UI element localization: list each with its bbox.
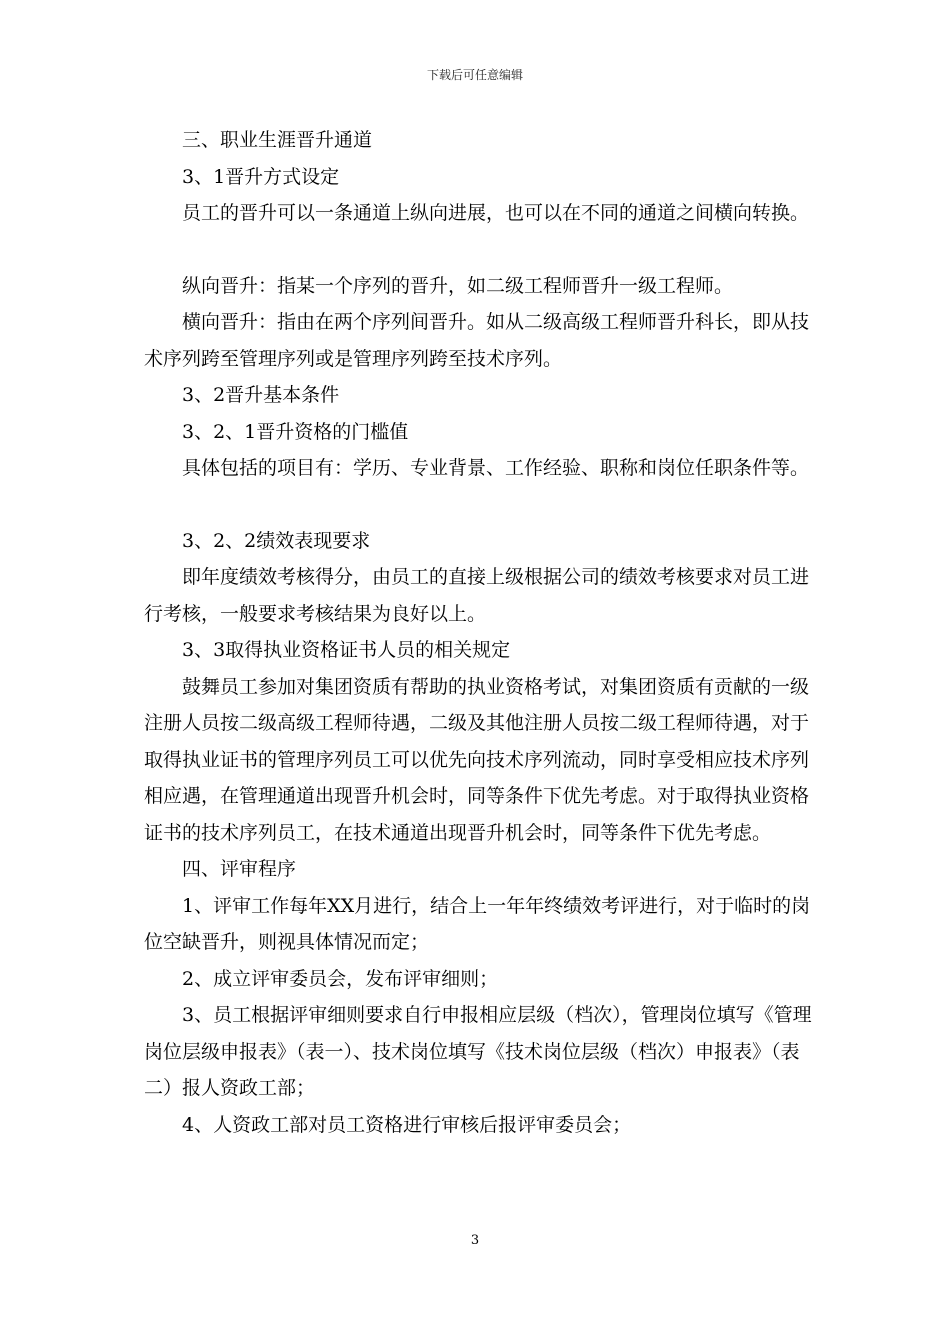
section-heading-3: 三、职业生涯晋升通道 bbox=[182, 129, 373, 151]
subsection-heading-3-2-2: 3、2、2绩效表现要求 bbox=[182, 529, 371, 552]
subsection-heading-3-2: 3、2晋升基本条件 bbox=[182, 384, 340, 406]
page-number: 3 bbox=[470, 1233, 480, 1248]
list-item-review-1: 1、评审工作每年XX月进行，结合上一年年终绩效考评进行，对于临时的岗位空缺晋升，则视具体情况而定； bbox=[144, 894, 811, 953]
list-item-review-4: 4、人资政工部对员工资格进行审核后报评审委员会； bbox=[182, 1113, 632, 1136]
subsection-heading-3-3: 3、3取得执业资格证书人员的相关规定 bbox=[182, 639, 511, 661]
subsection-heading-3-1: 3、1晋升方式设定 bbox=[182, 165, 340, 188]
paragraph-vertical-promotion: 纵向晋升：指某一个序列的晋升，如二级工程师晋升一级工程师。 bbox=[182, 274, 734, 297]
paragraph-certificate-rules: 鼓舞员工参加对集团资质有帮助的执业资格考试，对集团资质有贡献的一级注册人员按二级高级工程师待遇，二级及其他注册人员按二级工程师待遇，对于取得执业证书的管理序列员工可以优先向技术序列流动，同时享受相应技术序列相应遇，在管理通道出现晋升机会时，同等条件下优先考虑。对于取得执业资格证书的技术序列员工，在技术通道出现晋升机会时，同等条件下优先考虑。 bbox=[144, 675, 810, 844]
paragraph-performance-requirement: 即年度绩效考核得分，由员工的直接上级根据公司的绩效考核要求对员工进行考核，一般要求考核结果为良好以上。 bbox=[144, 566, 810, 625]
subsection-heading-3-2-1: 3、2、1晋升资格的门槛值 bbox=[182, 420, 409, 443]
page-header: 下载后可任意编辑 bbox=[426, 68, 523, 82]
list-item-review-2: 2、成立评审委员会，发布评审细则； bbox=[182, 967, 499, 990]
list-item-review-3: 3、员工根据评审细则要求自行申报相应层级（档次），管理岗位填写《管理岗位层级申报表》（表一）、技术岗位填写《技术岗位层级（档次）申报表》（表二）报人资政工部； bbox=[144, 1004, 812, 1099]
paragraph-threshold-items: 具体包括的项目有：学历、专业背景、工作经验、职称和岗位任职条件等。 bbox=[182, 457, 810, 479]
paragraph-horizontal-promotion: 横向晋升：指由在两个序列间晋升。如从二级高级工程师晋升科长，即从技术序列跨至管理序列或是管理序列跨至技术序列。 bbox=[144, 311, 810, 370]
section-heading-4: 四、评审程序 bbox=[182, 858, 297, 880]
paragraph-promotion-modes: 员工的晋升可以一条通道上纵向进展，也可以在不同的通道之间横向转换。 bbox=[182, 202, 810, 224]
document-body bbox=[144, 122, 824, 1143]
